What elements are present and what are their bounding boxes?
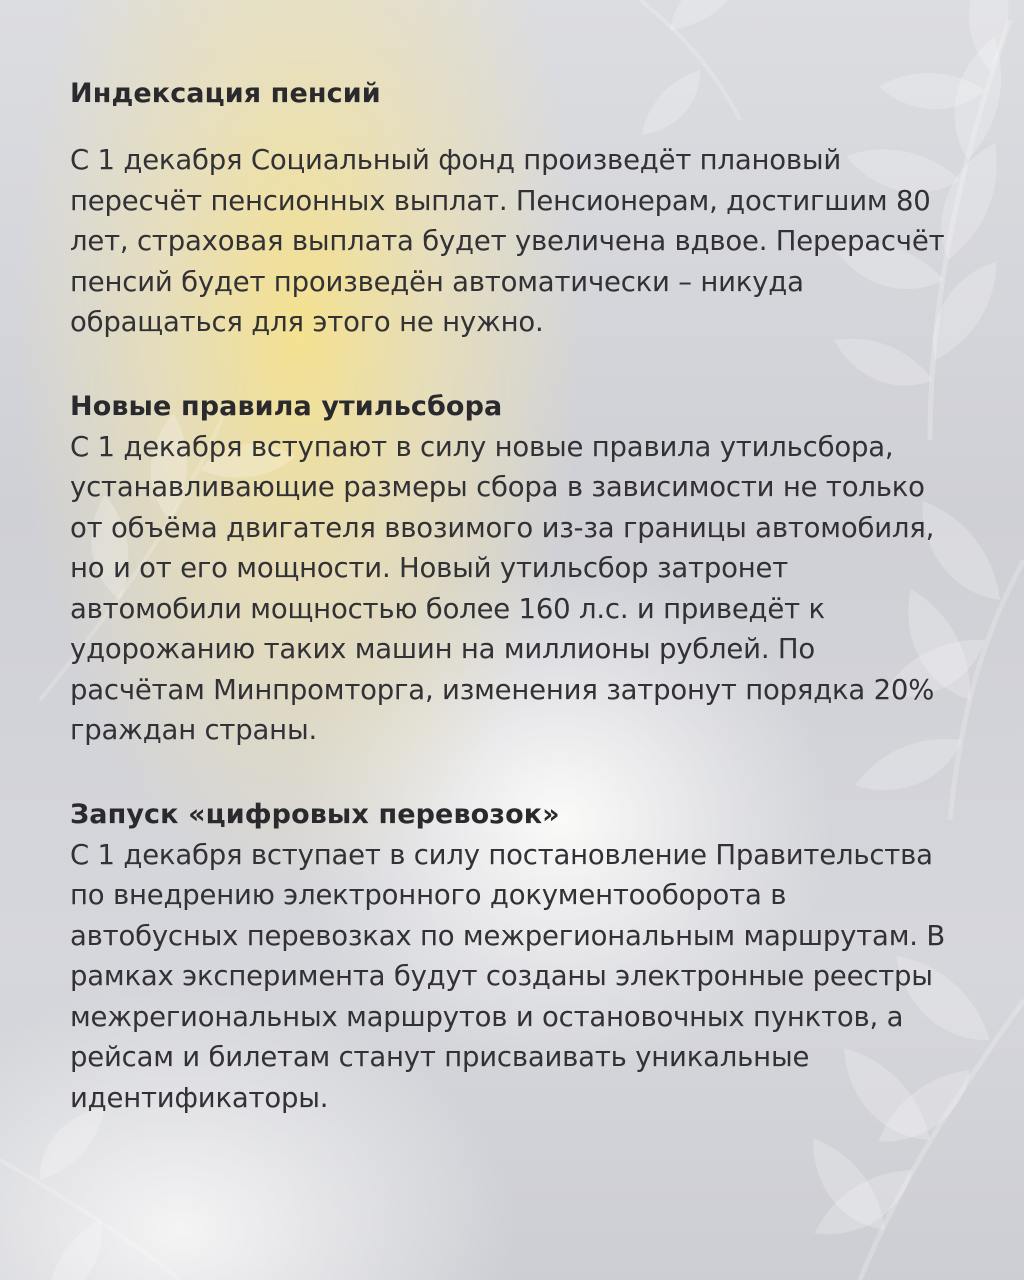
section-body: С 1 декабря Социальный фонд произведёт плановый пересчёт пенсионных выплат. Пенсионерам, достигшим 80 лет, страховая выплата будет увеличена вдвое. Перерасчёт пенсий будет произведён автоматически – никуда обращаться для этого не нужно. (70, 144, 945, 338)
section-body: С 1 декабря вступают в силу новые правила утильсбора, устанавливающие размеры сбора в зависимости не только от объёма двигателя ввозимого из-за границы автомобиля, но и от его мощности. Новый утильсбор затронет автомобили мощностью более 160 л.с. и приведёт к удорожанию таких машин на миллионы рублей. По расчётам Минпромторга, изменения затронут порядка 20% граждан страны. (70, 430, 935, 746)
section-title: Индексация пенсий (70, 78, 381, 109)
article-content (70, 74, 950, 1118)
section-digital-transport (70, 795, 950, 1119)
section-pension-indexation (70, 74, 950, 343)
section-title: Новые правила утильсбора (70, 390, 503, 422)
section-recycling-fee (70, 387, 950, 751)
section-title: Запуск «цифровых перевозок» (70, 798, 560, 830)
section-body: С 1 декабря вступает в силу постановление Правительства по внедрению электронного документооборота в автобусных перевозках по межрегиональным маршрутам. В рамках эксперимента будут созданы электронные реестры межрегиональных маршрутов и остановочных пунктов, а рейсам и билетам станут присваивать уникальные идентификаторы. (70, 838, 945, 1114)
